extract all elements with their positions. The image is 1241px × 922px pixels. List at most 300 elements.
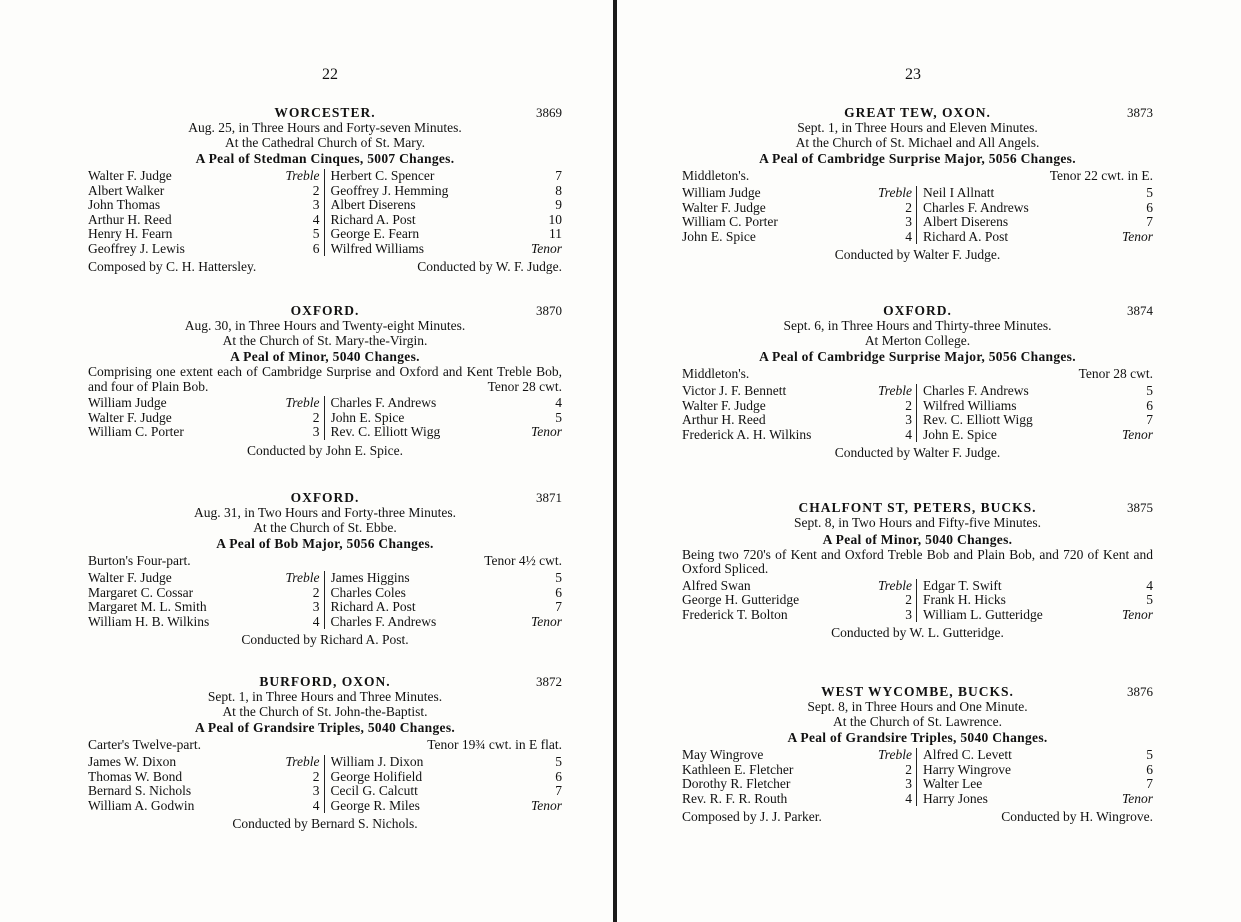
ringer-row [88, 571, 320, 586]
place-name: BURFORD, OXON. [259, 674, 391, 689]
bell-number: 3 [905, 214, 912, 229]
bell-number: Tenor [530, 797, 562, 813]
ringer-row [682, 579, 912, 594]
entry-header [88, 490, 562, 506]
ringer-name: Walter F. Judge [682, 398, 766, 413]
ringer-name: William L. Gutteridge [923, 607, 1043, 622]
church-line: At the Church of St. Lawrence. [832, 713, 1003, 729]
peal-title: A Peal of Minor, 5040 Changes. [822, 531, 1013, 547]
ringer-name: Wilfred Williams [923, 398, 1017, 413]
bell-number: Treble [877, 577, 912, 593]
page-gutter [613, 0, 617, 922]
ringer-name: John Thomas [88, 198, 161, 212]
date-line: Sept. 1, in Three Hours and Eleven Minutes. [797, 120, 1038, 135]
ringer-row [331, 227, 563, 242]
ringer-name: Frederick A. H. Wilkins [682, 427, 812, 442]
ringer-name: George Holifield [330, 769, 423, 784]
ringer-name: Dorothy R. Fletcher [682, 777, 791, 791]
bell-number: Treble [285, 168, 320, 183]
ringer-name: William C. Porter [88, 425, 184, 439]
ringer-name: George R. Miles [330, 798, 420, 813]
ringer-name: Charles F. Andrews [330, 614, 437, 629]
ringer-row [682, 593, 912, 608]
ringer-name: Walter F. Judge [682, 200, 766, 215]
bell-number: 6 [1146, 397, 1153, 413]
entry-header [682, 303, 1153, 319]
ringer-column [88, 755, 325, 813]
ringer-name: Geoffrey J. Hemming [330, 183, 449, 198]
church-line: At the Church of St. Michael and All Angels. [795, 134, 1040, 150]
entry-header [88, 303, 562, 319]
peal-record [88, 674, 562, 832]
ringer-row [88, 770, 320, 785]
bell-number: 2 [905, 199, 912, 215]
ringer-row [331, 198, 563, 213]
ringer-name: Geoffrey J. Lewis [88, 241, 185, 256]
ringer-name: Margaret C. Cossar [88, 585, 194, 600]
ringer-row [88, 184, 320, 199]
ringer-row [923, 579, 1153, 594]
ringer-name: Harry Wingrove [923, 762, 1012, 777]
bell-number: 3 [905, 606, 912, 622]
bell-number: 4 [905, 228, 912, 244]
ringer-name: Thomas W. Bond [88, 769, 183, 784]
note-text: Comprising one extent each of Cambridge Surprise and Oxford and Kent Treble Bob, and four of Plain Bob. [88, 364, 562, 394]
ringer-row [682, 777, 912, 792]
conducted-by: Conducted by Richard A. Post. [241, 632, 409, 647]
ringer-row [331, 586, 563, 601]
ringer-name: Charles F. Andrews [923, 200, 1029, 215]
place-name: CHALFONT ST, PETERS, BUCKS. [798, 500, 1037, 515]
date-line: Sept. 8, in Three Hours and One Minute. [807, 699, 1028, 714]
ringer-row [682, 201, 912, 216]
page-number: 23 [905, 66, 921, 83]
composed-by: Composed by J. J. Parker. [682, 809, 822, 824]
ringer-name: Bernard S. Nichols [88, 784, 192, 798]
bell-number: 5 [1146, 747, 1153, 762]
ringer-column [325, 571, 563, 629]
bell-number: 7 [1146, 412, 1153, 427]
church-line: At the Church of St. Mary-the-Virgin. [222, 332, 428, 348]
peal-number: 3870 [536, 303, 562, 318]
ringer-name: Charles Coles [330, 585, 406, 600]
ringer-name: Richard A. Post [923, 229, 1009, 244]
ringer-row [682, 230, 912, 245]
ringer-name: William Judge [88, 396, 167, 410]
bell-number: 4 [312, 211, 320, 227]
bell-number: Treble [877, 747, 912, 762]
place-name: GREAT TEW, OXON. [844, 105, 991, 120]
conducted-by: Conducted by H. Wingrove. [1001, 809, 1153, 824]
bell-number: 11 [549, 226, 562, 241]
ringer-list [88, 571, 562, 629]
ringer-list [682, 579, 1153, 623]
ringer-row [682, 215, 912, 230]
ringer-name: Rev. R. F. R. Routh [682, 791, 788, 806]
method-name: Middleton's. [682, 366, 750, 381]
tenor-weight: Tenor 28 cwt. [1078, 366, 1153, 381]
ringer-row [88, 586, 320, 601]
ringer-row [682, 748, 912, 763]
ringer-row [331, 799, 563, 814]
bell-number: Treble [877, 185, 912, 200]
ringer-row [331, 770, 563, 785]
date-line: Sept. 8, in Two Hours and Fifty-five Minutes. [793, 515, 1042, 530]
ringer-row [682, 186, 912, 201]
tenor-weight: Tenor 4½ cwt. [484, 553, 562, 568]
church-line: At the Church of St. John-the-Baptist. [222, 703, 428, 719]
bell-number: 4 [312, 613, 320, 629]
ringer-row [682, 384, 912, 399]
ringer-name: Arthur H. Reed [88, 212, 172, 227]
bell-number: 6 [555, 584, 562, 600]
ringer-name: Rev. C. Elliott Wigg [330, 425, 441, 439]
ringer-row [88, 411, 320, 426]
ringer-row [682, 399, 912, 414]
peal-title: A Peal of Grandsire Triples, 5040 Changes. [194, 720, 456, 735]
ringer-name: Walter F. Judge [88, 169, 172, 183]
bell-number: 5 [555, 754, 562, 769]
ringer-name: Victor J. F. Bennett [682, 384, 787, 398]
peal-number: 3874 [1127, 303, 1153, 318]
peal-number: 3872 [536, 674, 562, 689]
ringer-row [331, 571, 563, 586]
ringer-column [88, 169, 325, 256]
place-name: OXFORD. [290, 303, 360, 318]
ringer-row [88, 227, 320, 242]
peal-number: 3871 [536, 490, 562, 505]
bell-number: 6 [312, 240, 320, 256]
ringer-list [682, 748, 1153, 806]
peal-record [88, 105, 562, 275]
ringer-name: Alfred Swan [682, 578, 751, 593]
ringer-name: Arthur H. Reed [682, 413, 766, 427]
ringer-row [923, 428, 1153, 443]
ringer-row [682, 763, 912, 778]
bell-number: 3 [312, 783, 320, 798]
tenor-weight: Tenor 28 cwt. [487, 378, 562, 394]
church-line: At the Cathedral Church of St. Mary. [224, 134, 426, 150]
church-line: At Merton College. [864, 332, 971, 348]
composed-by: Composed by C. H. Hattersley. [88, 259, 257, 274]
ringer-name: Rev. C. Elliott Wigg [923, 413, 1033, 427]
ringer-column [917, 384, 1153, 442]
place-name: WORCESTER. [274, 105, 376, 120]
ringer-name: Herbert C. Spencer [330, 169, 435, 183]
ringer-row [682, 608, 912, 623]
entry-header [88, 674, 562, 690]
ringer-list [88, 169, 562, 256]
ringer-name: James Higgins [330, 571, 410, 585]
bell-number: 2 [905, 761, 912, 777]
ringer-name: James W. Dixon [88, 755, 177, 769]
bell-number: 5 [312, 226, 320, 241]
ringer-row [331, 411, 563, 426]
ringer-name: William J. Dixon [330, 755, 424, 769]
tenor-weight: Tenor 19¾ cwt. in E flat. [427, 737, 562, 752]
tenor-weight: Tenor 22 cwt. in E. [1049, 168, 1153, 183]
ringer-row [88, 799, 320, 814]
ringer-name: John E. Spice [923, 427, 997, 442]
date-line: Aug. 25, in Three Hours and Forty-seven Minutes. [188, 120, 462, 135]
ringer-name: Henry H. Fearn [88, 227, 173, 241]
ringer-row [331, 213, 563, 228]
ringer-name: John E. Spice [330, 410, 405, 425]
bell-number: 3 [905, 776, 912, 791]
ringer-name: Harry Jones [923, 791, 988, 806]
bell-number: 7 [555, 168, 562, 183]
ringer-row [923, 777, 1153, 792]
peal-number: 3876 [1127, 684, 1153, 699]
ringer-name: Neil I Allnatt [923, 186, 995, 200]
ringer-column [682, 748, 917, 806]
ringer-row [88, 600, 320, 615]
ringer-name: William A. Godwin [88, 798, 195, 813]
bell-number: 4 [905, 790, 912, 806]
ringer-name: Richard A. Post [330, 212, 416, 227]
bell-number: Tenor [530, 240, 562, 256]
ringer-column [917, 748, 1153, 806]
page-number: 22 [322, 66, 338, 83]
credits-line [88, 258, 562, 275]
peal-record [682, 105, 1153, 263]
entry-header [682, 500, 1153, 516]
place-name: OXFORD. [883, 303, 952, 318]
peal-number: 3869 [536, 105, 562, 120]
ringer-column [88, 571, 325, 629]
bell-number: 7 [1146, 214, 1153, 229]
ringer-row [923, 230, 1153, 245]
place-name: WEST WYCOMBE, BUCKS. [821, 684, 1014, 699]
ringer-name: Charles F. Andrews [923, 384, 1029, 398]
ringer-column [682, 384, 917, 442]
bell-number: 7 [555, 599, 562, 614]
bell-number: 4 [555, 395, 562, 410]
ringer-row [88, 198, 320, 213]
bell-number: 3 [905, 412, 912, 427]
bell-number: 6 [1146, 761, 1153, 777]
right-page [618, 0, 1241, 922]
date-line: Aug. 31, in Two Hours and Forty-three Minutes. [193, 505, 457, 520]
entry-header [682, 105, 1153, 121]
ringer-row [331, 396, 563, 411]
ringer-row [88, 169, 320, 184]
ringer-name: Albert Walker [88, 183, 165, 198]
ringer-column [325, 755, 563, 813]
ringer-name: Frederick T. Bolton [682, 607, 788, 622]
ringer-name: Walter F. Judge [88, 571, 172, 585]
bell-number: Tenor [1121, 228, 1153, 244]
ringer-row [88, 425, 320, 440]
ringer-row [88, 242, 320, 257]
entry-header [682, 684, 1153, 700]
ringer-row [331, 242, 563, 257]
bell-number: 3 [312, 599, 320, 614]
peal-title: A Peal of Cambridge Surprise Major, 5056 Changes. [759, 349, 1076, 364]
conducted-by: Conducted by Walter F. Judge. [834, 247, 1001, 262]
ringer-name: William Judge [682, 186, 761, 200]
bell-number: 5 [1146, 383, 1153, 398]
method-name: Burton's Four-part. [88, 553, 191, 568]
bell-number: 6 [555, 768, 562, 784]
ringer-name: Walter F. Judge [88, 410, 172, 425]
bell-number: Tenor [1121, 790, 1153, 806]
place-name: OXFORD. [290, 490, 360, 505]
ringer-row [331, 425, 563, 440]
method-name: Middleton's. [682, 168, 750, 183]
bell-number: 2 [312, 182, 320, 198]
bell-number: 7 [1146, 776, 1153, 791]
ringer-list [88, 755, 562, 813]
ringer-column [917, 579, 1153, 623]
ringer-name: Kathleen E. Fletcher [682, 762, 794, 777]
bell-number: Tenor [1121, 606, 1153, 622]
ringer-row [682, 792, 912, 807]
bell-number: 6 [1146, 199, 1153, 215]
peal-title: A Peal of Cambridge Surprise Major, 5056 Changes. [759, 151, 1076, 166]
ringer-column [88, 396, 325, 440]
bell-number: 4 [1146, 577, 1153, 593]
bell-number: 5 [555, 570, 562, 585]
ringer-name: William C. Porter [682, 215, 778, 229]
ringer-row [923, 792, 1153, 807]
ringer-name: Edgar T. Swift [923, 578, 1002, 593]
bell-number: 10 [548, 211, 562, 227]
church-line: At the Church of St. Ebbe. [253, 519, 397, 535]
ringer-list [88, 396, 562, 440]
peal-record [682, 500, 1153, 641]
bell-number: 9 [555, 197, 562, 212]
ringer-row [682, 413, 912, 428]
ringer-name: Cecil G. Calcutt [330, 784, 418, 798]
ringer-row [923, 186, 1153, 201]
ringer-column [682, 186, 917, 244]
left-page [0, 0, 612, 922]
bell-number: Treble [285, 754, 320, 769]
method-line [88, 736, 562, 753]
conducted-by: Conducted by John E. Spice. [247, 442, 403, 458]
ringer-name: George E. Fearn [330, 227, 420, 241]
ringer-row [331, 755, 563, 770]
composition-note [88, 365, 562, 394]
ringer-name: May Wingrove [682, 748, 764, 762]
ringer-row [923, 608, 1153, 623]
ringer-row [331, 600, 563, 615]
bell-number: 2 [905, 397, 912, 413]
ringer-name: Charles F. Andrews [330, 396, 437, 410]
ringer-column [917, 186, 1153, 244]
ringer-row [331, 615, 563, 630]
ringer-list [682, 384, 1153, 442]
ringer-row [331, 169, 563, 184]
bell-number: 2 [312, 409, 320, 425]
ringer-column [682, 579, 917, 623]
bell-number: Treble [285, 395, 320, 410]
bell-number: Tenor [530, 613, 562, 629]
conducted-by: Conducted by Bernard S. Nichols. [232, 816, 418, 831]
bell-number: 2 [905, 592, 912, 607]
bell-number: 5 [1146, 185, 1153, 200]
bell-number: 4 [905, 426, 912, 442]
ringer-row [923, 413, 1153, 428]
ringer-name: Alfred C. Levett [923, 748, 1012, 762]
ringer-row [331, 784, 563, 799]
ringer-row [682, 428, 912, 443]
ringer-name: William H. B. Wilkins [88, 614, 210, 629]
ringer-name: Wilfred Williams [330, 241, 425, 256]
peal-record [88, 490, 562, 648]
ringer-row [88, 396, 320, 411]
peal-title: A Peal of Stedman Cinques, 5007 Changes. [195, 151, 455, 166]
bell-number: 8 [555, 182, 562, 198]
ringer-row [923, 763, 1153, 778]
bell-number: Tenor [1121, 426, 1153, 442]
ringer-name: George H. Gutteridge [682, 593, 800, 607]
bell-number: 5 [1146, 592, 1153, 607]
conducted-by: Conducted by W. F. Judge. [417, 259, 562, 274]
method-line [88, 552, 562, 569]
ringer-name: John E. Spice [682, 229, 756, 244]
ringer-name: Margaret M. L. Smith [88, 600, 207, 614]
ringer-row [923, 748, 1153, 763]
ringer-row [88, 784, 320, 799]
peal-title: A Peal of Minor, 5040 Changes. [230, 349, 420, 364]
method-line [682, 167, 1153, 184]
bell-number: Treble [877, 383, 912, 398]
ringer-column [325, 396, 563, 440]
composition-note: Being two 720's of Kent and Oxford Treble Bob and Plain Bob, and 720 of Kent and Oxford Spliced. [682, 546, 1153, 576]
conducted-by: Conducted by Walter F. Judge. [834, 445, 1001, 460]
credits-line [682, 808, 1153, 825]
peal-record [682, 684, 1153, 825]
entry-header [88, 105, 562, 121]
bell-number: Tenor [530, 424, 562, 439]
ringer-row [88, 755, 320, 770]
peal-number: 3875 [1127, 500, 1153, 515]
ringer-row [923, 593, 1153, 608]
ringer-row [88, 213, 320, 228]
bell-number: Treble [285, 570, 320, 585]
ringer-list [682, 186, 1153, 244]
bell-number: 7 [555, 783, 562, 798]
ringer-row [923, 201, 1153, 216]
peal-number: 3873 [1127, 105, 1153, 120]
date-line: Sept. 1, in Three Hours and Three Minutes. [207, 689, 443, 704]
bell-number: 4 [312, 797, 320, 813]
ringer-row [923, 384, 1153, 399]
ringer-row [331, 184, 563, 199]
ringer-row [88, 615, 320, 630]
ringer-name: Albert Diserens [330, 198, 416, 212]
bell-number: 2 [312, 584, 320, 600]
bell-number: 5 [555, 409, 562, 425]
date-line: Sept. 6, in Three Hours and Thirty-three Minutes. [783, 318, 1052, 333]
method-line [682, 365, 1153, 382]
ringer-row [923, 215, 1153, 230]
ringer-row [923, 399, 1153, 414]
bell-number: 2 [312, 768, 320, 784]
conducted-by: Conducted by W. L. Gutteridge. [831, 625, 1004, 640]
ringer-column [325, 169, 563, 256]
peal-title: A Peal of Grandsire Triples, 5040 Changes. [787, 730, 1048, 745]
peal-record [88, 303, 562, 459]
ringer-name: Richard A. Post [330, 600, 416, 614]
peal-record [682, 303, 1153, 461]
bell-number: 3 [312, 424, 320, 439]
peal-title: A Peal of Bob Major, 5056 Changes. [216, 536, 434, 551]
date-line: Aug. 30, in Three Hours and Twenty-eight Minutes. [184, 318, 466, 333]
method-name: Carter's Twelve-part. [88, 737, 201, 752]
